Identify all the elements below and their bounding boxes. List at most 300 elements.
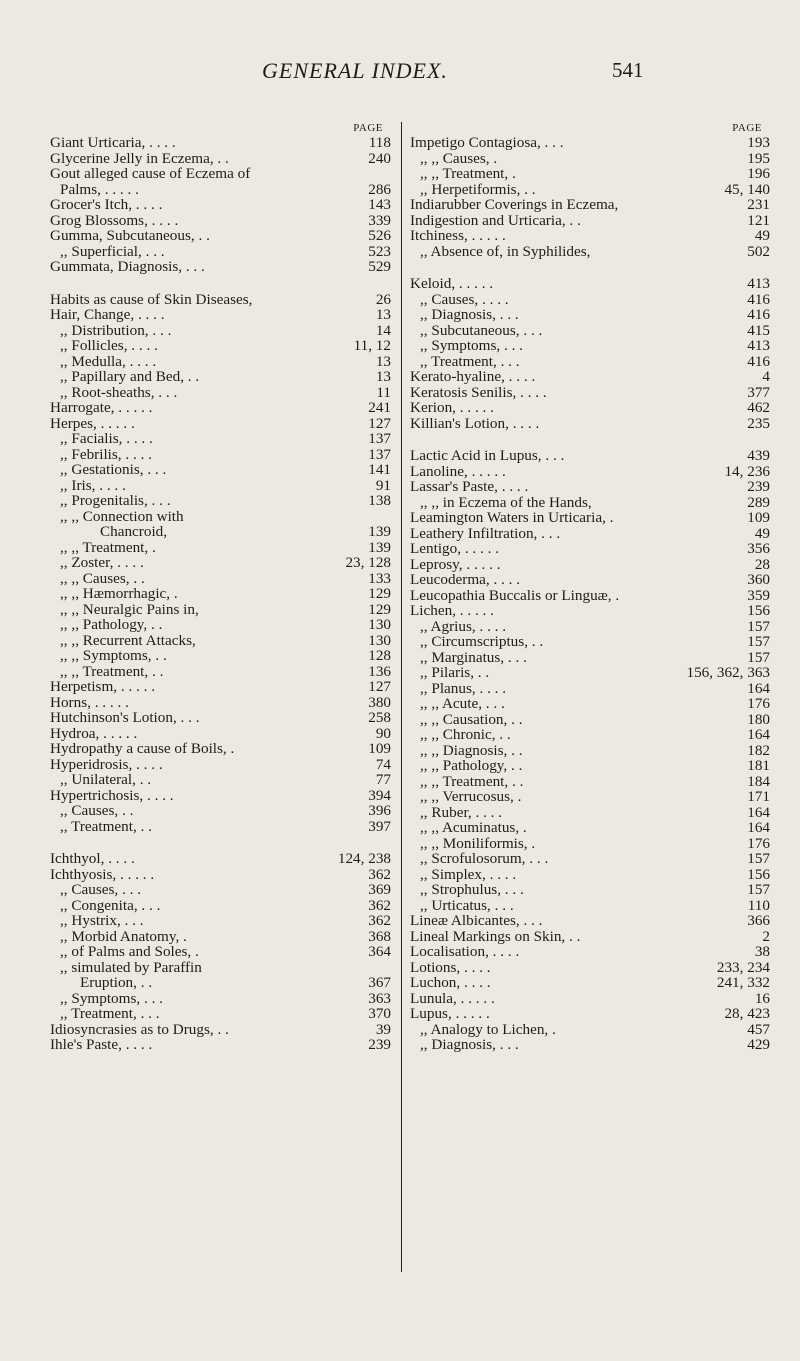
index-entry — [50, 586, 397, 602]
right-column — [401, 122, 770, 1272]
index-entry-pages: 49 — [754, 524, 770, 542]
index-entry — [50, 338, 397, 354]
index-entry-term: Killian's Lotion, . . . . — [410, 414, 540, 432]
index-entry-term: Gout alleged cause of Eczema of — [50, 165, 251, 182]
index-entry-term: Luchon, . . . . — [410, 974, 491, 991]
index-entry-term: ,, ,, Acuminatus, . — [420, 819, 527, 836]
index-entry — [410, 727, 770, 743]
index-entry — [410, 836, 770, 852]
index-entry — [410, 338, 770, 354]
index-entry — [410, 151, 770, 167]
index-entry-term: Hydropathy a cause of Boils, . — [50, 740, 235, 757]
index-entry-pages: 180 — [747, 710, 770, 728]
index-entry-term: Keratosis Senilis, . . . . — [410, 383, 547, 401]
index-entry-pages: 364 — [368, 943, 391, 960]
index-entry-term: Habits as cause of Skin Diseases, — [50, 290, 253, 308]
index-entry — [410, 228, 770, 244]
index-entry-pages: 143 — [368, 196, 391, 213]
index-entry-term: Hair, Change, . . . . — [50, 306, 165, 323]
index-entry-term: Gumma, Subcutaneous, . . — [50, 227, 210, 244]
index-entry — [410, 588, 770, 604]
index-entry-term: ,, ,, Causation, . . — [420, 710, 523, 728]
index-entry — [410, 354, 770, 370]
index-entry-pages: 90 — [375, 724, 391, 742]
index-entry-pages: 130 — [368, 631, 391, 649]
index-entry-term: ,, Causes, . . — [60, 802, 134, 819]
index-entry-term: Lanoline, . . . . . — [410, 462, 506, 480]
index-entry — [50, 757, 397, 773]
page-column-label: PAGE — [353, 122, 383, 134]
index-entry-pages: 136 — [368, 662, 391, 680]
index-entry — [50, 695, 397, 711]
index-entry — [410, 292, 770, 308]
index-entry-pages: 129 — [368, 600, 391, 618]
index-entry-pages: 109 — [368, 740, 391, 757]
index-entry — [50, 913, 397, 929]
index-entry-pages: 370 — [368, 1005, 391, 1022]
index-entry-term: ,, ,, Pathology, . . — [420, 757, 523, 774]
index-entry — [410, 479, 770, 495]
index-entry-term: Hyperidrosis, . . . . — [50, 755, 163, 773]
index-entry-pages: 235 — [747, 414, 770, 432]
index-entry — [410, 650, 770, 666]
index-entry — [50, 602, 397, 618]
index-entry — [410, 385, 770, 401]
index-entry-pages: 118 — [368, 134, 391, 151]
index-entry-term: ,, Symptoms, . . . — [420, 337, 523, 354]
index-entry — [410, 851, 770, 867]
section-gap — [50, 275, 397, 292]
index-entry-term: Lineal Markings on Skin, . . — [410, 927, 581, 945]
index-entry-term: Kerion, . . . . . — [410, 399, 494, 416]
index-entry — [410, 213, 770, 229]
index-entry-term: ,, Strophulus, . . . — [420, 881, 524, 898]
index-entry-pages: 133 — [368, 569, 391, 587]
index-entry — [50, 509, 397, 525]
index-entry — [410, 244, 770, 260]
index-entry-term: Leucoderma, . . . . — [410, 571, 521, 588]
index-entry — [50, 648, 397, 664]
index-entry-term: ,, Facialis, . . . . — [60, 430, 153, 447]
index-entry-term: Lupus, . . . . . — [410, 1005, 490, 1022]
index-entry — [50, 726, 397, 742]
index-entry-term: Lentigo, . . . . . — [410, 540, 500, 557]
index-entry-term: ,, Unilateral, . . — [60, 771, 152, 788]
index-entry — [410, 929, 770, 945]
index-entry-term: Leathery Infiltration, . . . — [410, 524, 561, 542]
index-entry-term: ,, Causes, . . . — [60, 881, 141, 898]
index-entry-pages: 164 — [747, 803, 770, 821]
index-entry-term: Ichthyosis, . . . . . — [50, 865, 155, 883]
index-entry-pages: 164 — [747, 819, 770, 836]
index-entry — [410, 495, 770, 511]
index-entry-pages: 49 — [754, 227, 770, 244]
index-entry-term: ,, Gestationis, . . . — [60, 461, 167, 478]
index-entry — [50, 447, 397, 463]
index-entry-term: Lunula, . . . . . — [410, 989, 495, 1007]
index-entry-term: ,, ,, Treatment, . . — [60, 662, 164, 680]
index-entry — [410, 323, 770, 339]
index-entry — [50, 975, 397, 991]
index-entry — [410, 557, 770, 573]
index-entry-pages: 289 — [747, 493, 770, 511]
index-entry-pages: 128 — [368, 647, 391, 664]
index-entry-term: ,, Diagnosis, . . . — [420, 306, 519, 323]
index-entry — [50, 416, 397, 432]
index-entry-pages: 127 — [368, 678, 391, 695]
index-entry-pages: 241 — [368, 399, 391, 416]
index-entry — [410, 166, 770, 182]
index-entry — [410, 526, 770, 542]
index-entry — [50, 571, 397, 587]
index-entry — [50, 803, 397, 819]
index-entry — [410, 665, 770, 681]
index-entry-term: Grog Blossoms, . . . . — [50, 211, 179, 229]
index-entry-pages: 457 — [747, 1020, 770, 1038]
index-entry — [410, 541, 770, 557]
index-entry — [50, 197, 397, 213]
index-entry-pages: 362 — [368, 912, 391, 929]
page-header — [0, 58, 800, 88]
index-entry — [410, 867, 770, 883]
index-entry-term: Eruption, . . — [80, 974, 153, 991]
index-entry — [50, 259, 397, 275]
section-gap — [410, 259, 770, 276]
index-entry-pages: 523 — [368, 242, 391, 260]
index-entry-term: ,, Iris, . . . . — [60, 476, 126, 494]
index-entry-pages: 362 — [368, 865, 391, 883]
index-entry — [50, 1006, 397, 1022]
index-entry-pages: 38 — [754, 943, 770, 960]
index-entry-term: ,, of Palms and Soles, . — [60, 943, 199, 960]
index-entry-term: ,, ,, Causes, . — [420, 149, 498, 167]
index-entry — [50, 679, 397, 695]
index-entry — [50, 462, 397, 478]
index-entry-term: Hypertrichosis, . . . . — [50, 786, 174, 804]
index-entry-term: Leprosy, . . . . . — [410, 555, 501, 573]
index-entry-term: ,, Papillary and Bed, . . — [60, 368, 200, 385]
index-entry-pages: 462 — [747, 399, 770, 416]
index-entry — [50, 710, 397, 726]
index-entry-term: Lichen, . . . . . — [410, 602, 494, 619]
index-entry-term: Impetigo Contagiosa, . . . — [410, 134, 564, 151]
index-entry — [410, 448, 770, 464]
index-entry — [50, 493, 397, 509]
index-entry-pages: 137 — [368, 445, 391, 463]
index-entry — [50, 772, 397, 788]
index-entry-term: Localisation, . . . . — [410, 943, 520, 960]
index-entry — [410, 975, 770, 991]
index-entry-term: Chancroid, — [100, 523, 168, 540]
index-entry — [50, 244, 397, 260]
index-entry-term: Lassar's Paste, . . . . — [410, 478, 529, 495]
index-entry-pages: 16 — [754, 989, 770, 1007]
index-entry — [410, 789, 770, 805]
index-entry-term: Leucopathia Buccalis or Linguæ, . — [410, 586, 620, 604]
index-entry-pages: 28 — [754, 555, 770, 573]
index-entry-pages: 362 — [368, 896, 391, 914]
right-index-list — [410, 135, 770, 1053]
index-entry — [50, 166, 397, 182]
index-entry — [50, 307, 397, 323]
index-entry-pages: 394 — [368, 786, 391, 804]
index-entry-pages: 26 — [375, 290, 391, 308]
index-entry — [410, 603, 770, 619]
index-entry-term: ,, Hystrix, . . . — [60, 912, 144, 929]
index-entry-term: ,, Progenitalis, . . . — [60, 492, 171, 509]
index-entry-pages: 377 — [747, 383, 770, 401]
index-entry-pages: 139 — [368, 538, 391, 556]
index-entry-term: Giant Urticaria, . . . . — [50, 134, 176, 151]
index-entry — [50, 617, 397, 633]
index-entry — [410, 820, 770, 836]
index-entry-pages: 130 — [368, 616, 391, 633]
index-entry — [50, 1037, 397, 1053]
index-entry-pages: 396 — [368, 802, 391, 819]
index-entry-term: Lactic Acid in Lupus, . . . — [410, 447, 565, 464]
index-entry-pages: 231 — [747, 196, 770, 213]
index-entry — [410, 276, 770, 292]
index-entry-pages: 366 — [747, 912, 770, 929]
index-entry-pages: 157 — [747, 648, 770, 666]
page-number: 541 — [612, 58, 644, 82]
index-entry-term: ,, ,, in Eczema of the Hands, — [420, 493, 592, 511]
index-entry-pages: 193 — [747, 134, 770, 151]
index-entry-term: ,, Urticatus, . . . — [420, 896, 514, 914]
index-entry-term: Indiarubber Coverings in Eczema, — [410, 196, 619, 213]
index-entry-term: Palms, . . . . . — [60, 180, 139, 198]
index-entry-pages: 138 — [368, 492, 391, 509]
index-entry-pages: 156, 362, 363 — [686, 664, 770, 681]
index-entry-term: ,, ,, Treatment, . . — [420, 772, 524, 790]
index-entry-pages: 109 — [747, 509, 770, 526]
index-entry-pages: 380 — [368, 693, 391, 711]
index-entry-pages: 45, 140 — [724, 180, 770, 198]
index-entry-pages: 28, 423 — [724, 1005, 770, 1022]
index-entry-pages: 11 — [376, 383, 391, 401]
index-entry-pages: 367 — [368, 974, 391, 991]
index-entry-pages: 239 — [747, 478, 770, 495]
index-entry-term: ,, Treatment, . . . — [420, 352, 520, 370]
index-entry-pages: 13 — [375, 306, 391, 323]
index-entry-pages: 164 — [747, 726, 770, 743]
index-entry — [410, 416, 770, 432]
index-entry-term: ,, ,, Symptoms, . . — [60, 647, 167, 664]
index-entry-term: Indigestion and Urticaria, . . — [410, 211, 581, 229]
index-entry-pages: 14, 236 — [724, 462, 770, 480]
index-entry-pages: 181 — [747, 757, 770, 774]
index-entry-term: ,, Treatment, . . — [60, 817, 152, 835]
index-entry-term: Ihle's Paste, . . . . — [50, 1036, 153, 1053]
index-entry-pages: 129 — [368, 585, 391, 602]
index-entry — [410, 882, 770, 898]
index-entry-pages: 196 — [747, 165, 770, 182]
index-entry-term: ,, Scrofulosorum, . . . — [420, 850, 549, 867]
index-entry — [410, 182, 770, 198]
index-entry-term: ,, Herpetiformis, . . — [420, 180, 536, 198]
index-entry-term: ,, Analogy to Lichen, . — [420, 1020, 556, 1038]
index-entry-pages: 233, 234 — [716, 958, 770, 976]
index-entry-term: Itchiness, . . . . . — [410, 227, 506, 244]
index-entry-pages: 91 — [375, 476, 391, 494]
index-entry — [50, 213, 397, 229]
index-entry-term: ,, Pilaris, . . — [420, 664, 490, 681]
index-entry-pages: 156 — [747, 865, 770, 883]
index-entry — [410, 805, 770, 821]
index-entry-pages: 439 — [747, 447, 770, 464]
index-entry-term: ,, ,, Acute, . . . — [420, 695, 505, 712]
index-entry — [410, 696, 770, 712]
index-entry-pages: 286 — [368, 180, 391, 198]
index-entry — [50, 633, 397, 649]
index-entry-term: ,, Distribution, . . . — [60, 321, 172, 339]
index-entry — [50, 431, 397, 447]
index-entry-pages: 156 — [747, 602, 770, 619]
index-entry — [50, 385, 397, 401]
index-entry-pages: 416 — [747, 306, 770, 323]
index-entry — [50, 400, 397, 416]
index-entry — [50, 135, 397, 151]
index-entry-term: ,, ,, Pathology, . . — [60, 616, 163, 633]
index-entry-pages: 176 — [747, 834, 770, 852]
index-entry — [410, 913, 770, 929]
index-entry — [50, 898, 397, 914]
index-entry-pages: 526 — [368, 227, 391, 244]
index-entry-pages: 360 — [747, 571, 770, 588]
index-entry-pages: 2 — [762, 927, 770, 945]
index-entry — [410, 135, 770, 151]
index-entry — [410, 307, 770, 323]
index-entry-pages: 4 — [762, 368, 770, 385]
index-entry-pages: 239 — [368, 1036, 391, 1053]
index-entry — [410, 743, 770, 759]
index-entry — [410, 369, 770, 385]
index-entry-term: Herpetism, . . . . . — [50, 678, 156, 695]
index-entry-term: ,, Agrius, . . . . — [420, 617, 507, 635]
index-entry — [410, 400, 770, 416]
index-entry-pages: 356 — [747, 540, 770, 557]
index-entry-term: Harrogate, . . . . . — [50, 399, 153, 416]
index-entry-term: Ichthyol, . . . . — [50, 850, 135, 867]
index-entry-term: ,, Superficial, . . . — [60, 242, 165, 260]
index-entry — [410, 634, 770, 650]
index-entry-pages: 171 — [747, 788, 770, 805]
index-entry-pages: 529 — [368, 258, 391, 275]
index-entry-term: ,, Subcutaneous, . . . — [420, 321, 543, 339]
index-entry — [410, 960, 770, 976]
index-entry-term: Leamington Waters in Urticaria, . — [410, 509, 614, 526]
index-entry-pages: 127 — [368, 414, 391, 432]
index-entry-pages: 502 — [747, 242, 770, 260]
index-entry — [50, 960, 397, 976]
index-entry-term: ,, ,, Recurrent Attacks, — [60, 631, 196, 649]
index-entry — [50, 524, 397, 540]
index-entry — [50, 151, 397, 167]
index-entry-pages: 74 — [375, 755, 391, 773]
index-entry — [50, 867, 397, 883]
index-entry-term: Lineæ Albicantes, . . . — [410, 912, 543, 929]
index-entry-term: ,, ,, Connection with — [60, 507, 184, 525]
index-entry-term: ,, Symptoms, . . . — [60, 989, 163, 1007]
index-entry-pages: 157 — [747, 881, 770, 898]
index-entry-pages: 429 — [747, 1036, 770, 1053]
index-entry — [410, 758, 770, 774]
index-entry-term: ,, Absence of, in Syphilides, — [420, 242, 591, 260]
index-entry-pages: 240 — [368, 149, 391, 167]
index-entry — [410, 991, 770, 1007]
index-entry-pages: 184 — [747, 772, 770, 790]
index-entry-term: Hutchinson's Lotion, . . . — [50, 709, 200, 726]
index-entry — [410, 681, 770, 697]
left-index-list — [50, 135, 397, 1053]
index-entry-pages: 413 — [747, 275, 770, 292]
index-entry — [50, 323, 397, 339]
index-entry-term: Keloid, . . . . . — [410, 275, 494, 292]
index-entry-term: ,, ,, Moniliformis, . — [420, 834, 536, 852]
index-entry-term: Horns, . . . . . — [50, 693, 129, 711]
index-entry — [410, 898, 770, 914]
index-entry — [50, 929, 397, 945]
index-entry-term: ,, Root-sheaths, . . . — [60, 383, 178, 401]
index-entry-pages: 339 — [368, 211, 391, 229]
index-entry — [50, 292, 397, 308]
index-entry-pages: 397 — [368, 817, 391, 835]
index-entry-pages: 14 — [375, 321, 391, 339]
left-column — [50, 122, 397, 1053]
index-entry — [410, 1022, 770, 1038]
index-entry-pages: 110 — [747, 896, 770, 914]
index-entry-pages: 13 — [375, 368, 391, 385]
index-entry-term: ,, ,, Verrucosus, . — [420, 788, 522, 805]
index-entry-pages: 164 — [747, 679, 770, 697]
index-entry — [410, 197, 770, 213]
index-entry-term: ,, Marginatus, . . . — [420, 648, 527, 666]
index-entry-term: Lotions, . . . . — [410, 958, 491, 976]
index-entry-term: ,, ,, Diagnosis, . . — [420, 741, 523, 759]
index-entry — [50, 741, 397, 757]
index-entry-pages: 13 — [375, 352, 391, 370]
index-entry-pages: 182 — [747, 741, 770, 759]
index-entry-term: Hydroa, . . . . . — [50, 724, 138, 742]
index-entry-term: ,, ,, Hæmorrhagic, . — [60, 585, 178, 602]
index-entry — [410, 572, 770, 588]
index-entry-pages: 77 — [375, 771, 391, 788]
index-entry-term: ,, Diagnosis, . . . — [420, 1036, 519, 1053]
index-entry — [50, 851, 397, 867]
index-entry-term: ,, Follicles, . . . . — [60, 337, 158, 354]
index-entry-pages: 157 — [747, 633, 770, 650]
index-entry — [50, 555, 397, 571]
index-entry-term: ,, Planus, . . . . — [420, 679, 507, 697]
index-entry — [50, 1022, 397, 1038]
index-entry — [50, 882, 397, 898]
section-gap — [410, 431, 770, 448]
index-entry-pages: 369 — [368, 881, 391, 898]
index-entry — [50, 991, 397, 1007]
index-entry-term: ,, ,, Treatment, . — [420, 165, 516, 182]
index-entry-term: Gummata, Diagnosis, . . . — [50, 258, 205, 275]
index-entry-pages: 23, 128 — [345, 554, 391, 571]
index-entry — [410, 1037, 770, 1053]
index-entry — [50, 369, 397, 385]
index-entry — [50, 664, 397, 680]
index-entry-pages: 359 — [747, 586, 770, 604]
index-entry-term: ,, ,, Chronic, . . — [420, 726, 511, 743]
index-entry — [410, 944, 770, 960]
index-entry — [410, 510, 770, 526]
running-title: GENERAL INDEX. — [262, 58, 448, 83]
index-entry — [50, 944, 397, 960]
